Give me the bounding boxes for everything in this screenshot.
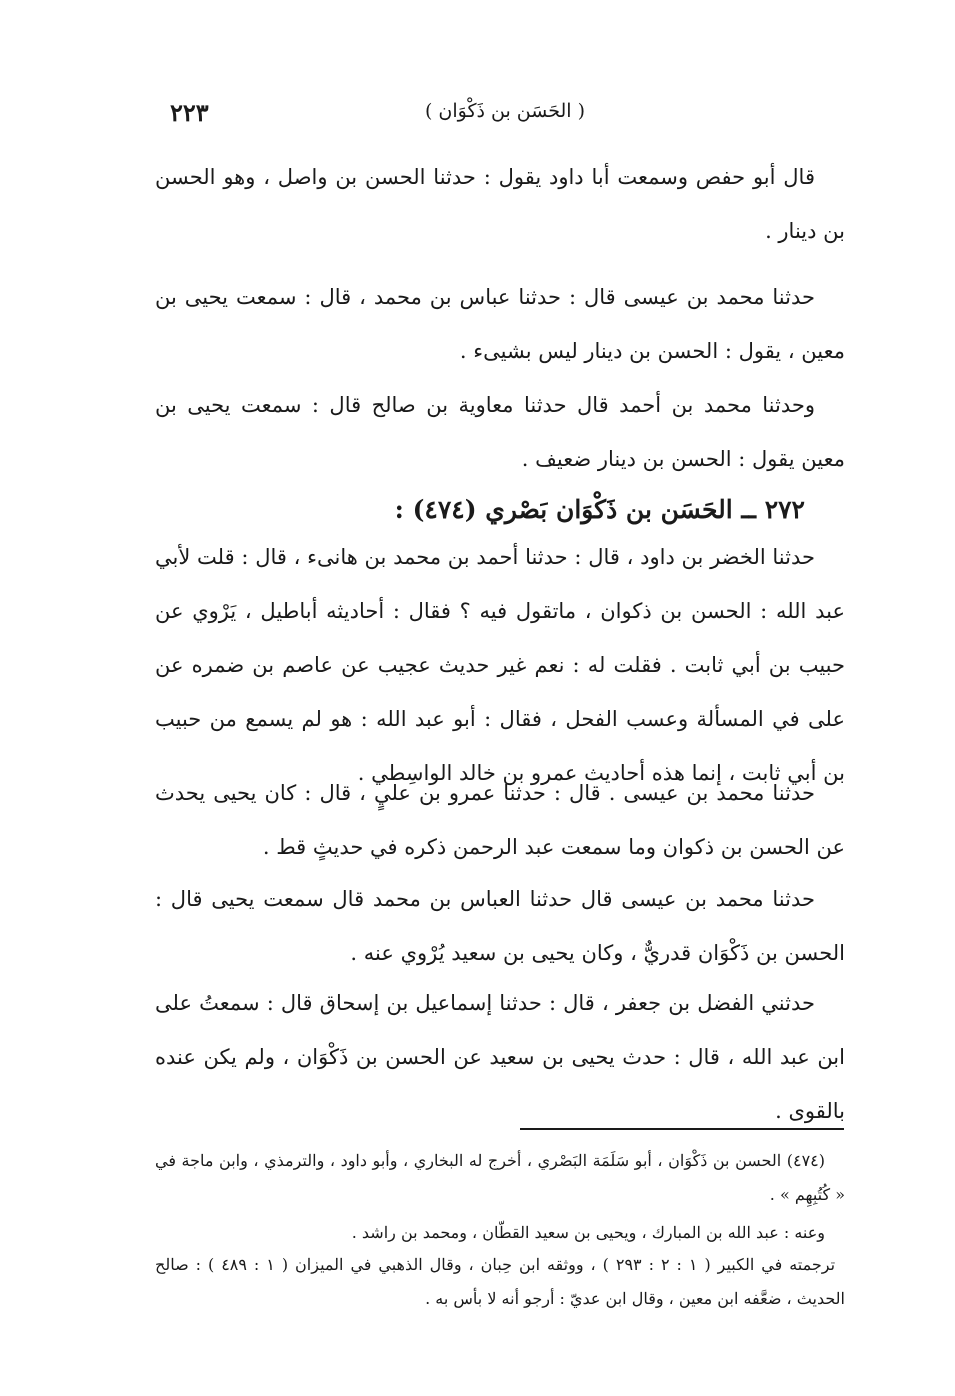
paragraph-khadir-ibn-dawud: حدثنا الخضر بن داود ، قال : حدثنا أحمد بن محمد بن هانىء ، قال : قلت لأبي عبد الله : الحسن بن ذكوان ، ماتقول فيه ؟ فقال : أحاديثه أباطيل ، يَرْوي عن حبيب بن أبي ثابت . فقلت له : نعم غير حديث عجيب عن عاصم بن ضمره عن على في المسألة وعسب الفحل ، فقال : أبو عبد الله : هو لم يسمع من حبيب بن أبي ثابت ، إنما هذه أحاديث عمرو بن خالد الواسِطي .	[155, 545, 845, 785]
paragraph-ibn-isa-abbas: حدثنا محمد بن عيسى قال : حدثنا عباس بن محمد ، قال : سمعت يحيى بن معين ، يقول : الحسن بن دينار ليس بشيىء .	[155, 285, 845, 363]
page-header	[160, 98, 850, 138]
paragraph-amr-ibn-ali: حدثنا محمد بن عيسى . قال : حدثنا عمرو بن عليٍ ، قال : كان يحيى يحدث عن الحسن بن ذكوان وما سمعت عبد الرحمن ذكره في حديثٍ قط .	[155, 781, 845, 859]
paragraph-fadl-ibn-jafar: حدثني الفضل بن جعفر ، قال : حدثنا إسماعيل بن إسحاق قال : سمعتُ على ابن عبد الله ، قال : حدث يحيى بن سعيد عن الحسن بن ذَكْوَان ، ولم يكن عنده بالقوى .	[155, 991, 845, 1123]
running-title: ( الحَسَن بن ذَكْوَان )	[424, 100, 586, 122]
page-number: ٢٢٣	[170, 98, 209, 127]
entry-heading: ٢٧٢ ــ الحَسَن بن ذَكْوَان بَصْري (٤٧٤) :	[394, 495, 805, 524]
paragraph-ibn-ahmad-muawiya: وحدثنا محمد بن أحمد قال حدثنا معاوية بن صالح قال : سمعت يحيى بن معين يقول : الحسن بن دينار ضعيف .	[155, 393, 845, 471]
paragraph-abu-hafs: قال أبو حفص وسمعت أبا داود يقول : حدثنا الحسن بن واصل ، وهو الحسن بن دينار .	[155, 165, 845, 243]
footnote-separator	[520, 1128, 844, 1130]
footnote-students: وعنه : عبد الله بن المبارك ، ويحيى بن سعيد القطّان ، ومحمد بن راشد .	[351, 1223, 825, 1242]
footnote-474: (٤٧٤) الحسن بن ذَكْوَان ، أبو سَلَمَة البَصْري ، أخرج له البخاري ، وأبو داود ، والترمذي ، وابن ماجة في « كُتُبِهِم » .	[155, 1151, 845, 1204]
footnote-biography: ترجمته في الكبير ( ١ : ٢ : ٢٩٣ ) ، ووثقه ابن حِبان ، وقال الذهبي في الميزان ( ١ : ٤٨٩ ) : صالح الحديث ، ضعَّفه ابن معين ، وقال ابن عديّ : أرجو أنه لا بأس به .	[155, 1255, 845, 1308]
paragraph-abbas-yahya: حدثنا محمد بن عيسى قال حدثنا العباس بن محمد قال سمعت يحيى قال : الحسن بن ذَكْوَان قدريٌّ ، وكان يحيى بن سعيد يُرْوي عنه .	[155, 887, 845, 965]
